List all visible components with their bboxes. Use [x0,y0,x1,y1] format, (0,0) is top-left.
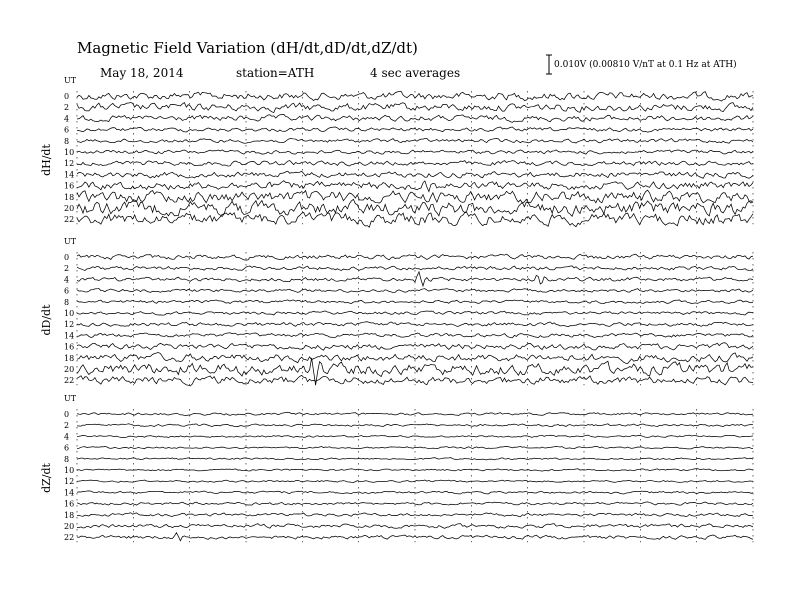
panel-dhdt [40,76,753,227]
ut-tick-label: 16 [64,181,75,191]
scale-bar [546,55,552,74]
trace-ut-2 [77,266,753,271]
trace-ut-12 [77,322,753,327]
ut-tick-label: 14 [64,170,75,180]
ut-tick-label: 14 [64,331,75,341]
trace-ut-22 [77,533,753,541]
ut-tick-label: 2 [64,264,70,274]
ut-tick-label: 6 [64,443,70,453]
ut-tick-label: 4 [64,432,70,442]
ut-tick-label: 16 [64,499,75,509]
trace-ut-20 [77,199,753,216]
averaging-label: 4 sec averages [370,66,461,80]
panel-dddt [40,237,753,386]
ut-axis-label: UT [64,394,77,403]
ut-tick-label: 4 [64,114,70,124]
trace-ut-4 [77,272,753,286]
ut-tick-label: 2 [64,421,70,431]
ut-tick-label: 8 [64,136,70,146]
ut-tick-label: 8 [64,297,70,307]
ut-tick-label: 6 [64,286,70,296]
ut-tick-label: 0 [64,410,70,419]
ut-tick-label: 18 [64,192,75,202]
ut-axis-label: UT [64,76,77,85]
ut-tick-label: 10 [64,466,75,475]
ut-tick-label: 4 [64,275,70,285]
ut-tick-label: 22 [64,533,75,543]
ut-tick-label: 22 [64,215,75,225]
panel-ylabel: dZ/dt [40,463,53,493]
ut-tick-label: 16 [64,342,75,352]
ut-tick-label: 20 [64,522,75,531]
panel-ylabel: dH/dt [40,144,53,176]
date-label: May 18, 2014 [100,66,184,80]
ut-axis-label: UT [64,237,77,246]
trace-ut-16 [77,502,753,505]
chart-title: Magnetic Field Variation (dH/dt,dD/dt,dZ/dt) [77,39,418,57]
ut-tick-label: 22 [64,376,75,386]
ut-tick-label: 18 [64,353,75,363]
ut-tick-label: 12 [64,159,75,169]
scale-bar-label: 0.010V (0.00810 V/nT at 0.1 Hz at ATH) [554,60,737,70]
ut-tick-label: 12 [64,320,75,330]
ut-tick-label: 2 [64,103,70,113]
trace-ut-6 [77,446,753,448]
trace-ut-2 [77,424,753,427]
ut-tick-label: 12 [64,477,75,487]
panel-ylabel: dD/dt [40,304,53,336]
trace-ut-0 [77,91,753,101]
ut-tick-label: 20 [64,365,75,374]
trace-ut-10 [77,150,753,154]
ut-tick-label: 10 [64,148,75,157]
trace-ut-14 [77,171,753,178]
ut-tick-label: 10 [64,309,75,318]
ut-tick-label: 14 [64,488,75,498]
ut-tick-label: 0 [64,92,70,101]
trace-ut-18 [77,190,753,203]
trace-ut-18 [77,513,753,517]
trace-ut-4 [77,435,753,437]
ut-tick-label: 18 [64,510,75,520]
ut-tick-label: 8 [64,454,70,464]
panel-dzdt [40,394,753,542]
ut-tick-label: 20 [64,204,75,213]
station-label: station=ATH [236,66,315,80]
ut-tick-label: 6 [64,125,70,135]
ut-tick-label: 0 [64,253,70,262]
